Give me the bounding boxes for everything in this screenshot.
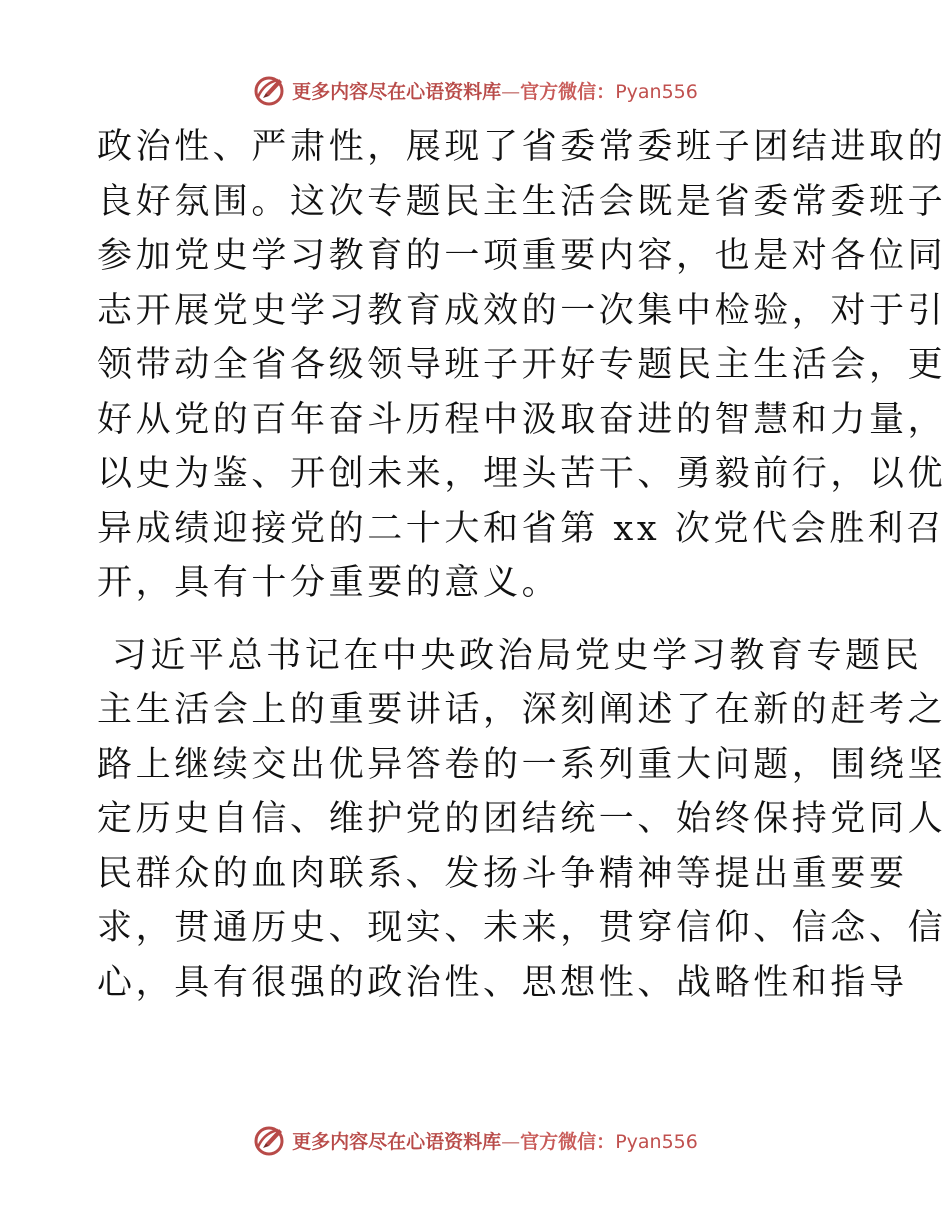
text-line: 开，具有十分重要的意义。 — [97, 563, 561, 603]
banner-slogan: 更多内容尽在心语资料库 — [292, 1130, 502, 1153]
text-line: 以史为鉴、开创未来，埋头苦干、勇毅前行，以优 — [97, 454, 947, 494]
banner-slogan: 更多内容尽在心语资料库 — [292, 80, 502, 103]
wechat-label: 官方微信： — [520, 1130, 616, 1153]
text-line: 路上继续交出优异答卷的一系列重大问题，围绕坚 — [97, 744, 947, 785]
footer-banner-text — [292, 1127, 698, 1154]
wechat-id: Pyan556 — [615, 1130, 698, 1153]
text-line: 好从党的百年奋斗历程中汲取奋进的智慧和力量， — [97, 399, 947, 440]
document-body — [97, 120, 947, 1010]
text-line: 民群众的血肉联系、发扬斗争精神等提出重要要 — [97, 853, 908, 894]
header-banner — [0, 70, 950, 110]
text-line: 主生活会上的重要讲话，深刻阐述了在新的赶考之 — [97, 690, 947, 730]
text-line: 参加党史学习教育的一项重要内容，也是对各位同 — [97, 236, 947, 276]
pen-logo-icon — [252, 1123, 286, 1157]
text-line: 良好氛围。这次专题民主生活会既是省委常委班子 — [97, 181, 947, 222]
footer-banner — [0, 1120, 950, 1160]
wechat-id: Pyan556 — [615, 80, 698, 103]
banner-separator: — — [501, 80, 521, 103]
paragraph-2 — [97, 629, 947, 1011]
text-line: 定历史自信、维护党的团结统一、始终保持党同人 — [97, 799, 947, 839]
text-line: 领带动全省各级领导班子开好专题民主生活会，更 — [97, 345, 947, 385]
text-line: 异成绩迎接党的二十大和省第 xx 次党代会胜利召 — [97, 508, 946, 549]
text-line: 志开展党史学习教育成效的一次集中检验，对于引 — [97, 290, 947, 331]
pen-logo-icon — [252, 73, 286, 107]
wechat-label: 官方微信： — [520, 80, 616, 103]
text-line: 求，贯通历史、现实、未来，贯穿信仰、信念、信 — [97, 908, 947, 948]
header-banner-text — [292, 77, 698, 104]
text-line: 习近平总书记在中央政治局党史学习教育专题民 — [97, 635, 923, 676]
banner-separator: — — [501, 1130, 521, 1153]
text-line: 政治性、严肃性，展现了省委常委班子团结进取的 — [97, 127, 947, 167]
text-line: 心，具有很强的政治性、思想性、战略性和指导 — [97, 962, 908, 1003]
paragraph-1 — [97, 120, 947, 611]
